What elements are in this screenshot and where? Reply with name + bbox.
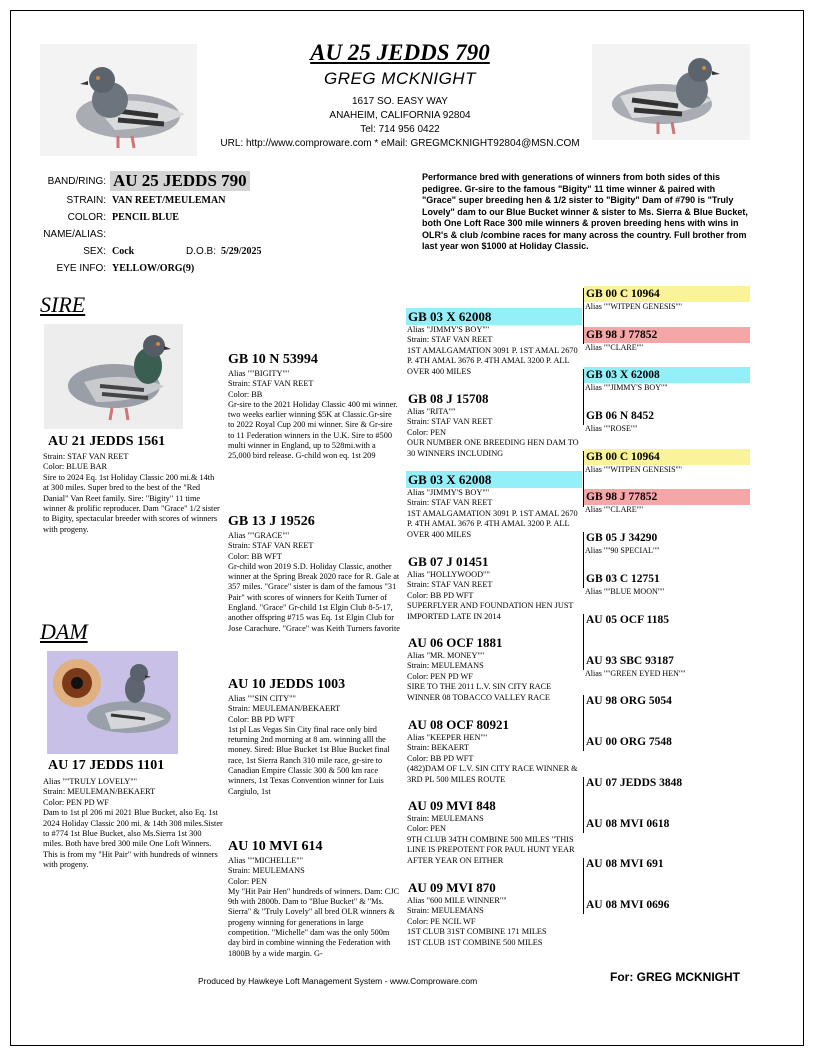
g4-name: GB 03 C 12751 xyxy=(586,573,660,585)
g4-name: AU 08 MVI 0696 xyxy=(586,899,670,911)
g4-name: AU 07 JEDDS 3848 xyxy=(586,777,683,789)
g4-alias: Alias ""90 SPECIAL"" xyxy=(585,546,660,555)
great-grandparent-details: Alias "JIMMY'S BOY"" Strain: STAF VAN REET 1ST AMALGAMATION 3091 P. 1ST AMAL 2670 P. 4TH AMAL 3676 P. 4TH AMAL 3200 P. ALL OVER 400 MILES xyxy=(407,325,578,376)
grandparent-details: Alias ""BIGITY"" Strain: STAF VAN REET Color: BB Gr-sire to the 2021 Holiday Classic 400 mi winner. two weeks earlier winning $5K at Classic.Gr-sire to 2022 Royal Cup 200 mi winner. Sire & Gr-sire to 11 Federation winners in the U.K. Sire to #500 multi winner in England, up to 528mi.with a 25,000 bird release. G-child won eq. 1st 209 xyxy=(228,369,398,461)
g4-name: GB 98 J 77852 xyxy=(584,489,750,505)
great-grandparent-name: GB 08 J 15708 xyxy=(408,391,489,406)
great-grandparent-4 xyxy=(406,553,582,633)
great-grandparent-name: GB 03 X 62008 xyxy=(406,471,582,488)
phone-line: Tel: 714 956 0422 xyxy=(360,124,440,135)
great-grandparent-1 xyxy=(406,308,582,390)
g4-name: AU 98 ORG 5054 xyxy=(586,695,672,707)
g4-ancestor-10 xyxy=(584,653,750,679)
g4-name: AU 08 MVI 691 xyxy=(586,858,664,870)
g4-name: GB 00 C 10964 xyxy=(584,286,750,302)
g4-name: GB 05 J 34290 xyxy=(586,532,658,544)
address-line-1: 1617 SO. EASY WAY xyxy=(352,96,448,107)
g4-ancestor-7 xyxy=(584,530,750,556)
bracket-line xyxy=(583,369,584,425)
grandparent-name: GB 13 J 19526 xyxy=(228,514,315,529)
dam-name: AU 17 JEDDS 1101 xyxy=(48,758,165,773)
g4-name: GB 06 N 8452 xyxy=(586,410,655,422)
g4-name: AU 93 SBC 93187 xyxy=(586,655,674,667)
strain-label: STRAIN: xyxy=(66,195,106,206)
great-grandparent-details: Alias "RITA"" Strain: STAF VAN REET Color: PEN OUR NUMBER ONE BREEDING HEN DAM TO 30 WINNERS INCLUDING xyxy=(407,407,579,458)
g4-ancestor-11 xyxy=(584,693,750,709)
great-grandparent-details: Strain: MEULEMANS Color: PEN 9TH CLUB 34TH COMBINE 500 MILES "THIS LINE IS PREPOTENT FOR PAUL HUNT YEAR AFTER YEAR ON EITHER xyxy=(407,814,575,865)
g4-ancestor-16 xyxy=(584,897,750,913)
great-grandparent-name: AU 08 OCF 80921 xyxy=(408,717,509,732)
g4-name: GB 00 C 10964 xyxy=(584,449,750,465)
g4-alias: Alias ""BLUE MOON"" xyxy=(585,587,665,596)
g4-alias: Alias ""CLARE"" xyxy=(585,343,644,352)
g4-alias: Alias ""GREEN EYED HEN"" xyxy=(585,669,686,678)
bracket-line xyxy=(583,777,584,833)
g4-ancestor-14 xyxy=(584,816,750,832)
great-grandparent-details: Alias "KEEPER HEN"" Strain: BEKAERT Color: BB PD WFT (482)DAM OF L.V. SIN CITY RACE WINNER & 3RD PL 500 MILES ROUTE xyxy=(407,733,578,784)
great-grandparent-2 xyxy=(406,390,582,470)
grandparent-dam-sire xyxy=(228,676,400,821)
dam-section-label: DAM xyxy=(40,619,88,644)
grandparent-dam-dam xyxy=(228,838,400,978)
dob-label: D.O.B: xyxy=(186,246,217,257)
g4-ancestor-8 xyxy=(584,571,750,597)
g4-ancestor-5 xyxy=(584,449,750,475)
great-grandparent-name: AU 09 MVI 848 xyxy=(408,798,496,813)
great-grandparent-name: GB 03 X 62008 xyxy=(406,308,582,325)
great-grandparent-details: Alias "HOLLYWOOD"" Strain: STAF VAN REET Color: BB PD WFT SUPERFLYER AND FOUNDATION HEN JUST IMPORTED LATE IN 2014 xyxy=(407,570,574,621)
g4-name: GB 98 J 77852 xyxy=(584,327,750,343)
grandparent-details: Alias ""MICHELLE"" Strain: MEULEMANS Color: PEN My "Hit Pair Hen" hundreds of winners. Dam: CJC 9th with 2800b. Dam to "Blue Bucket" & "Ms. Sierra" & "Truly Lovely" all bred OLR winners & progeny winning for generations in large competition. "Michelle" dam was the only 500m day bird in combine winning the Federation with 1800B by a wide margin. G- xyxy=(228,856,400,958)
produced-by: Produced by Hawkeye Loft Management System - www.Comproware.com xyxy=(198,976,478,986)
great-grandparent-3 xyxy=(406,471,582,553)
dob-value: 5/29/2025 xyxy=(221,246,262,257)
great-grandparent-5 xyxy=(406,634,582,716)
bracket-line xyxy=(583,614,584,670)
grandparent-name: GB 10 N 53994 xyxy=(228,352,318,367)
great-grandparent-8 xyxy=(406,879,582,961)
great-grandparent-name: GB 07 J 01451 xyxy=(408,554,489,569)
pigeon-icon xyxy=(47,651,178,754)
bracket-line xyxy=(583,695,584,751)
g4-ancestor-2 xyxy=(584,327,750,353)
g4-ancestor-4 xyxy=(584,408,750,434)
name-alias-label: NAME/ALIAS: xyxy=(43,229,106,240)
g4-name: AU 08 MVI 0618 xyxy=(586,818,670,830)
dam-photo xyxy=(47,651,178,754)
color-value: PENCIL BLUE xyxy=(112,212,179,223)
sire-photo xyxy=(44,324,183,429)
g4-alias: Alias ""WITPEN GENESIS"" xyxy=(585,302,683,311)
grandparent-details: Alias ""GRACE"" Strain: STAF VAN REET Color: BB WFT Gr-child won 2019 S.D. Holiday Classic, another winner at the Spring Break 2020 race for R. Gale at 357 miles. "Grace" sister is dam of the famous "31 Pair" with scores of winners for Keith Turner of England. "Grace" Gr-child 1st Elgin Club 8-5-17, another offspring #715 was Eq. 1st Elgin Club for Jose Carachure. "Grace" was Keith Turners favorite xyxy=(228,531,400,633)
band-label: BAND/RING: xyxy=(47,176,106,187)
g4-alias: Alias ""CLARE"" xyxy=(585,505,644,514)
pigeon-icon xyxy=(44,324,183,429)
g4-ancestor-6 xyxy=(584,489,750,515)
band-value: AU 25 JEDDS 790 xyxy=(110,171,250,191)
eye-label: EYE INFO: xyxy=(56,263,106,274)
g4-name: AU 00 ORG 7548 xyxy=(586,736,672,748)
g4-alias: Alias ""ROSE"" xyxy=(585,424,638,433)
g4-ancestor-9 xyxy=(584,612,750,628)
g4-ancestor-1 xyxy=(584,286,750,312)
g4-ancestor-13 xyxy=(584,775,750,791)
g4-ancestor-3 xyxy=(584,367,750,393)
great-grandparent-6 xyxy=(406,716,582,796)
g4-alias: Alias ""JIMMY'S BOY"" xyxy=(585,383,668,392)
great-grandparent-details: Alias "JIMMY'S BOY"" Strain: STAF VAN REET 1ST AMALGAMATION 3091 P. 1ST AMAL 2670 P. 4TH AMAL 3676 P. 4TH AMAL 3200 P. ALL OVER 400 MILES xyxy=(407,488,578,539)
pigeon-icon xyxy=(592,44,750,140)
g4-name: GB 03 X 62008 xyxy=(584,367,750,383)
bracket-line xyxy=(583,532,584,588)
great-grandparent-details: Alias "MR. MONEY"" Strain: MEULEMANS Color: PEN PD WF SIRE TO THE 2011 L.V. SIN CITY RACE WINNER 08 TOBACCO VALLEY RACE xyxy=(407,651,552,702)
bracket-line xyxy=(583,288,584,344)
grandparent-sire-sire xyxy=(228,351,400,491)
url-email-line: URL: http://www.comproware.com * eMail: GREGMCKNIGHT92804@MSN.COM xyxy=(220,138,580,149)
sire-section-label: SIRE xyxy=(40,292,86,317)
g4-ancestor-12 xyxy=(584,734,750,750)
pedigree-title: AU 25 JEDDS 790 xyxy=(310,40,490,65)
bracket-line xyxy=(583,451,584,507)
dam-details: Alias ""TRULY LOVELY"" Strain: MEULEMAN/BEKAERT Color: PEN PD WF Dam to 1st pl 206 mi 2021 Blue Bucket, also Eq. 1st 2024 Holiday Classic 200 mi. & 14th 308 miles.Sister to #774 1st Blue Bucket, also Ms.Sierra 1st 300 miles. Both have bred 300 mile One Loft Winners. This is from my "Hit Pair" with hundreds of winners with progeny. xyxy=(43,777,223,870)
grandparent-sire-dam xyxy=(228,513,400,667)
grandparent-name: AU 10 JEDDS 1003 xyxy=(228,677,346,692)
for-owner: For: GREG MCKNIGHT xyxy=(610,970,740,984)
address-line-2: ANAHEIM, CALIFORNIA 92804 xyxy=(329,110,471,121)
great-grandparent-name: AU 09 MVI 870 xyxy=(408,880,496,895)
grandparent-details: Alias ""SIN CITY"" Strain: MEULEMAN/BEKAERT Color: BB PD WFT 1st pl Las Vegas Sin City final race only bird returning 2nd morning at 8 am. winning alll the money. Sired: Blue Bucket 1st Blue Bucket final race, 1st Sierra Ranch 310 mile race, gr-sire to Canadian Empire Classic 300 & 500 km race winners, 1st Texas Convention winner for Luis Cargiulo, 1st xyxy=(228,694,390,796)
great-grandparent-name: AU 06 OCF 1881 xyxy=(408,635,503,650)
sex-label: SEX: xyxy=(83,246,106,257)
great-grandparent-details: Alias "600 MILE WINNER"" Strain: MEULEMANS Color: PE NCIL WF 1ST CLUB 31ST COMBINE 171 MILES 1ST CLUB 1ST COMBINE 500 MILES xyxy=(407,896,547,947)
g4-name: AU 05 OCF 1185 xyxy=(586,614,669,626)
grandparent-name: AU 10 MVI 614 xyxy=(228,839,323,854)
bird-description: Performance bred with generations of winners from both sides of this pedigree. Gr-sire to the famous "Bigity" 11 time winner & paired with "Grace" super breeding hen & 1/2 sister to "Bigity" Dam of #790 is "Truly Lovely" dam to our Blue Bucket winner & sister to Ms. Sierra & Blue Bucket, both One Loft Race 300 mile winners & proven breeding hens with wins in OLR's & club /combine races for many across the country. Full brother from last year won $1000 at Holiday Classic. xyxy=(422,172,748,251)
sex-value: Cock xyxy=(112,246,135,257)
owner-name: GREG MCKNIGHT xyxy=(324,69,476,88)
sire-details: Strain: STAF VAN REET Color: BLUE BAR Sire to 2024 Eq. 1st Holiday Classic 200 mi.& 14th at 300 miles. Super bred to the best of the "Red Danial" Van Reet family. Sire: "Bigity" 11 time winner & prolific reproducer. Dam "Grace" 1/2 sister to Bigity, spectacular breeder with scores of winners with progeny. xyxy=(43,452,220,534)
eye-value: YELLOW/ORG(9) xyxy=(112,263,195,274)
strain-value: VAN REET/MEULEMAN xyxy=(112,195,226,206)
color-label: COLOR: xyxy=(67,212,106,223)
sire-name: AU 21 JEDDS 1561 xyxy=(48,434,166,449)
bird-photo-right xyxy=(592,44,750,140)
g4-alias: Alias ""WITPEN GENESIS"" xyxy=(585,465,683,474)
g4-ancestor-15 xyxy=(584,856,750,872)
bracket-line xyxy=(583,858,584,914)
great-grandparent-7 xyxy=(406,797,582,879)
